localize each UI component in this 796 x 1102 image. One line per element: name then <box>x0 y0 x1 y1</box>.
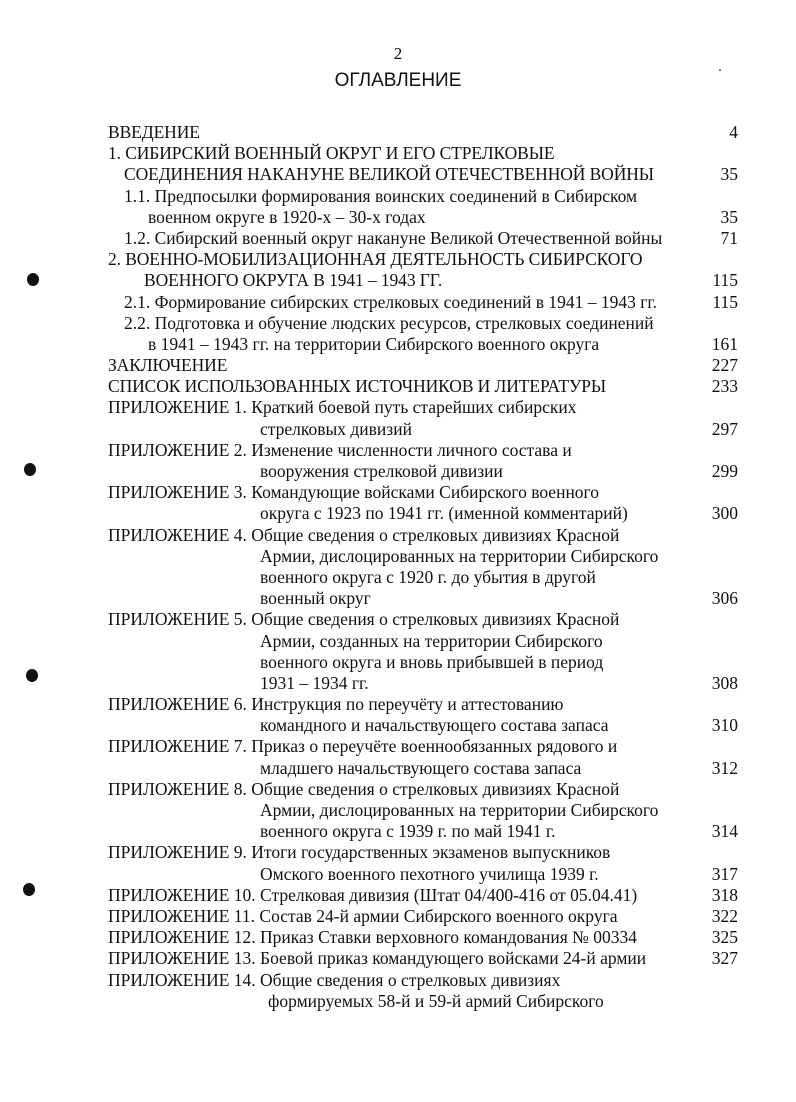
page-title: ОГЛАВЛЕНИЕ <box>334 70 462 91</box>
toc-entry-page: 4 <box>729 122 738 142</box>
toc-entry[interactable] <box>108 186 740 228</box>
toc-entry-text: ПРИЛОЖЕНИЕ 13. Боевой приказ командующего войсками 24-й армии <box>108 948 647 969</box>
toc-entry[interactable] <box>108 906 740 927</box>
toc-entry[interactable] <box>108 885 740 906</box>
toc-entry[interactable] <box>108 355 740 376</box>
toc-entry-page: 161 <box>711 333 738 354</box>
toc-entry-text: ПРИЛОЖЕНИЕ 9. Итоги государственных экзаменов выпускников <box>108 842 611 863</box>
toc-entry-text: младшего начальствующего состава запаса <box>260 757 582 778</box>
toc-entry-text: 2. ВОЕННО-МОБИЛИЗАЦИОННАЯ ДЕЯТЕЛЬНОСТЬ СИБИРСКОГО <box>108 249 643 270</box>
toc-entry-text: ПРИЛОЖЕНИЕ 2. Изменение численности личного состава и <box>108 439 572 460</box>
toc-entry-page: 35 <box>720 206 738 227</box>
toc-entry[interactable] <box>108 376 740 397</box>
toc-entry-text: стрелковых дивизий <box>260 418 412 439</box>
toc-entry-text: Омского военного пехотного училища 1939 г. <box>260 863 599 884</box>
toc-entry-text: 1.1. Предпосылки формирования воинских соединений в Сибирском <box>124 185 638 206</box>
toc-entry-page: 325 <box>711 927 738 948</box>
toc-entry-text: Армии, дислоцированных на территории Сибирского <box>260 545 659 566</box>
table-of-contents <box>108 122 740 1012</box>
toc-entry-text: Армии, созданных на территории Сибирского <box>260 630 603 651</box>
toc-entry-text: ПРИЛОЖЕНИЕ 6. Инструкция по переучёту и аттестованию <box>108 694 564 715</box>
toc-entry-page: 233 <box>711 376 738 397</box>
toc-entry-text: военного округа с 1920 г. до убытия в другой <box>260 566 596 587</box>
toc-entry-page: 115 <box>712 270 738 291</box>
scan-speck <box>719 69 721 71</box>
toc-entry-page: 300 <box>711 503 738 524</box>
toc-entry[interactable] <box>108 249 740 291</box>
toc-entry-text: военного округа с 1939 г. по май 1941 г. <box>260 821 556 842</box>
binder-hole-mark <box>26 669 38 682</box>
toc-entry-page: 312 <box>711 757 738 778</box>
toc-entry[interactable] <box>108 842 740 884</box>
toc-entry-text: ПРИЛОЖЕНИЕ 5. Общие сведения о стрелковых дивизиях Красной <box>108 609 620 630</box>
toc-entry-text: вооружения стрелковой дивизии <box>260 461 503 481</box>
binder-hole-mark <box>27 273 39 286</box>
toc-entry-page: 317 <box>711 863 738 884</box>
toc-entry-text: ПРИЛОЖЕНИЕ 12. Приказ Ставки верховного командования № 00334 <box>108 927 637 948</box>
toc-entry-page: 310 <box>711 715 738 736</box>
toc-entry-text: ПРИЛОЖЕНИЕ 11. Состав 24-й армии Сибирского военного округа <box>108 905 618 926</box>
toc-entry[interactable] <box>108 779 740 843</box>
toc-entry-text: 1931 – 1934 гг. <box>260 672 369 693</box>
toc-entry-text: военном округе в 1920-х – 30-х годах <box>148 206 426 227</box>
toc-entry-text: Армии, дислоцированных на территории Сибирского <box>260 800 659 820</box>
toc-entry[interactable] <box>108 694 740 736</box>
toc-entry-text: ПРИЛОЖЕНИЕ 3. Командующие войсками Сибирского военного <box>108 482 600 503</box>
toc-entry-page: 318 <box>711 884 738 905</box>
toc-entry[interactable] <box>108 525 740 610</box>
toc-entry-page: 297 <box>711 418 738 439</box>
toc-entry-text: военный округ <box>260 588 371 609</box>
toc-entry[interactable] <box>108 440 740 482</box>
toc-entry[interactable] <box>108 927 740 948</box>
toc-entry-text: ВОЕННОГО ОКРУГА В 1941 – 1943 ГГ. <box>144 270 443 291</box>
toc-entry-text: 2.1. Формирование сибирских стрелковых соединений в 1941 – 1943 гг. <box>124 291 658 312</box>
toc-entry[interactable] <box>108 736 740 778</box>
toc-entry[interactable] <box>108 292 740 313</box>
toc-entry-page: 299 <box>711 461 738 481</box>
toc-entry[interactable] <box>108 397 740 439</box>
toc-entry-text: 2.2. Подготовка и обучение людских ресурсов, стрелковых соединений <box>124 312 654 333</box>
toc-entry-text: командного и начальствующего состава запаса <box>260 715 609 736</box>
toc-entry-text: СОЕДИНЕНИЯ НАКАНУНЕ ВЕЛИКОЙ ОТЕЧЕСТВЕННОЙ ВОЙНЫ <box>124 164 654 185</box>
toc-entry[interactable] <box>108 143 740 185</box>
toc-entry-text: ВВЕДЕНИЕ <box>108 122 200 142</box>
toc-entry[interactable] <box>108 228 740 249</box>
toc-entry[interactable] <box>108 970 740 1012</box>
toc-entry-page: 322 <box>711 905 738 926</box>
toc-entry-text: военного округа и вновь прибывшей в период <box>260 651 604 672</box>
toc-entry[interactable] <box>108 482 740 524</box>
toc-entry[interactable] <box>108 609 740 694</box>
toc-entry-page: 308 <box>711 672 738 693</box>
toc-entry-text: формируемых 58-й и 59-й армий Сибирского <box>268 990 604 1011</box>
toc-entry-text: ЗАКЛЮЧЕНИЕ <box>108 355 228 376</box>
toc-entry-text: ПРИЛОЖЕНИЕ 7. Приказ о переучёте военнообязанных рядового и <box>108 736 618 757</box>
binder-hole-mark <box>24 463 36 476</box>
toc-entry-text: округа с 1923 по 1941 гг. (именной комментарий) <box>260 503 628 524</box>
toc-entry-page: 306 <box>711 588 738 609</box>
toc-entry-page: 327 <box>711 948 738 969</box>
toc-entry-page: 314 <box>711 821 738 842</box>
toc-entry-page: 115 <box>712 291 738 312</box>
toc-entry-page: 227 <box>711 355 738 376</box>
toc-entry-text: ПРИЛОЖЕНИЕ 10. Стрелковая дивизия (Штат 04/400-416 от 05.04.41) <box>108 884 638 905</box>
toc-entry[interactable] <box>108 122 740 143</box>
toc-entry-page: 71 <box>720 227 738 248</box>
toc-entry-text: ПРИЛОЖЕНИЕ 1. Краткий боевой путь старейших сибирских <box>108 397 577 418</box>
toc-entry-text: ПРИЛОЖЕНИЕ 8. Общие сведения о стрелковых дивизиях Красной <box>108 778 620 799</box>
toc-entry[interactable] <box>108 948 740 969</box>
toc-entry-text: СПИСОК ИСПОЛЬЗОВАННЫХ ИСТОЧНИКОВ И ЛИТЕРАТУРЫ <box>108 376 607 397</box>
page-number: 2 <box>393 44 403 63</box>
toc-entry-page: 35 <box>720 164 738 185</box>
toc-entry-text: в 1941 – 1943 гг. на территории Сибирского военного округа <box>148 333 600 354</box>
binder-hole-mark <box>23 883 35 896</box>
toc-entry-text: 1.2. Сибирский военный округ накануне Великой Отечественной войны <box>124 227 663 248</box>
toc-entry-text: 1. СИБИРСКИЙ ВОЕННЫЙ ОКРУГ И ЕГО СТРЕЛКОВЫЕ <box>108 143 555 164</box>
toc-entry-text: ПРИЛОЖЕНИЕ 14. Общие сведения о стрелковых дивизиях <box>108 969 561 990</box>
toc-entry-text: ПРИЛОЖЕНИЕ 4. Общие сведения о стрелковых дивизиях Красной <box>108 524 620 545</box>
toc-entry[interactable] <box>108 313 740 355</box>
